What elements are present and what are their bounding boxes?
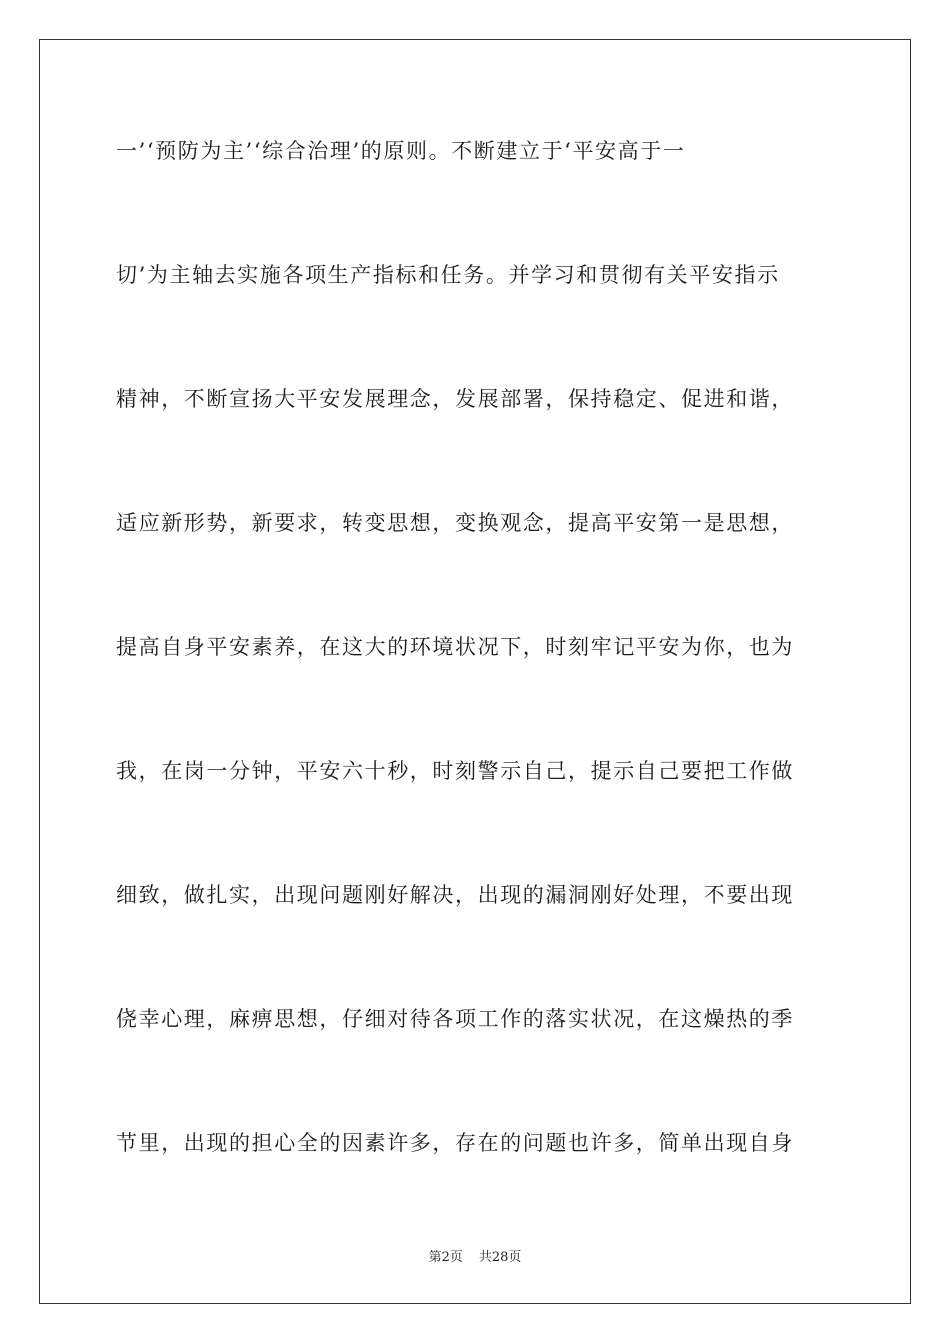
text-line: 精神，不断宣扬大平安发展理念，发展部署，保持稳定、促进和谐，: [116, 387, 794, 411]
text-line: 适应新形势，新要求，转变思想，变换观念，提高平安第一是思想，: [116, 511, 794, 535]
page-total: 共28页: [478, 1250, 522, 1265]
page-footer: [0, 1246, 950, 1265]
text-line: 一’‘预防为主’‘综合治理’的原则。不断建立于‘平安高于一: [116, 139, 686, 163]
text-line: 我，在岗一分钟，平安六十秒，时刻警示自己，提示自己要把工作做: [116, 759, 794, 783]
text-line: 侥幸心理，麻痹思想，仔细对待各项工作的落实状况，在这燥热的季: [116, 1007, 794, 1031]
text-line: 切’为主轴去实施各项生产指标和任务。并学习和贯彻有关平安指示: [116, 263, 780, 287]
text-line: 提高自身平安素养，在这大的环境状况下，时刻牢记平安为你，也为: [116, 635, 794, 659]
document-body: [116, 128, 836, 1244]
page-number: 第2页: [428, 1250, 463, 1265]
text-line: 节里，出现的担心全的因素许多，存在的问题也许多，简单出现自身: [116, 1131, 794, 1155]
text-line: 细致，做扎实，出现问题刚好解决，出现的漏洞刚好处理，不要出现: [116, 883, 794, 907]
